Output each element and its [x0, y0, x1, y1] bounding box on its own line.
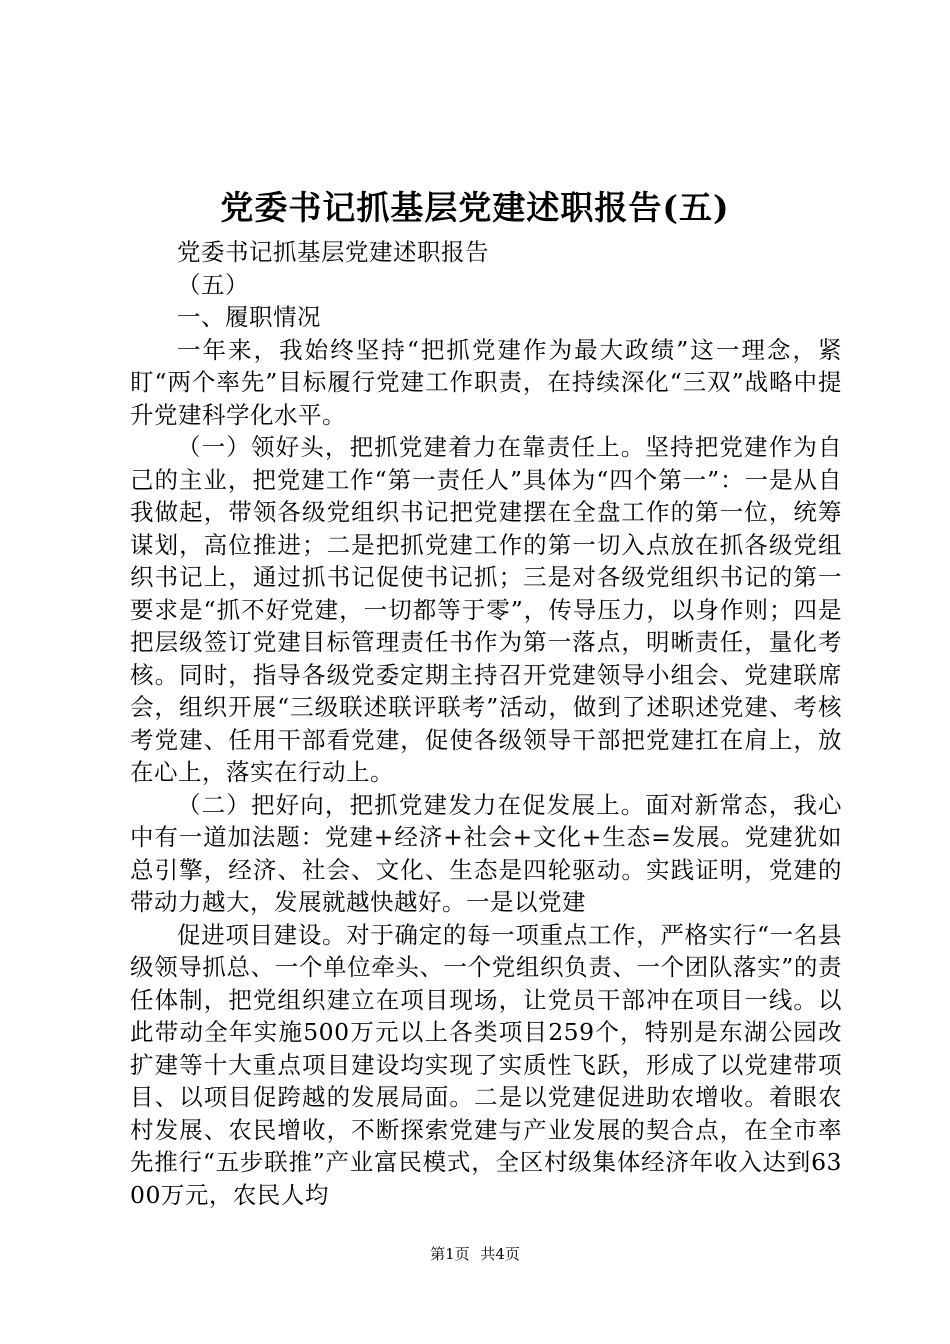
body-paragraph: （一）领好头，把抓党建着力在靠责任上。坚持把党建作为自己的主业，把党建工作“第一责任人”具体为“四个第一”：一是从自我做起，带领各级党组织书记把党建摆在全盘工作的第一位，统筹谋划，高位推进；二是把抓党建工作的第一切入点放在抓各级党组织书记上，通过抓书记促使书记抓；三是对各级党组织书记的第一要求是“抓不好党建，一切都等于零”，传导压力，以身作则；四是把层级签订党建目标管理责任书作为第一落点，明晰责任，量化考核。同时，指导各级党委定期主持召开党建领导小组会、党建联席会，组织开展“三级联述联评联考”活动，做到了述职述党建、考核考党建、任用干部看党建，促使各级领导干部把党建扛在肩上，放在心上，落实在行动上。	[130, 433, 842, 786]
page-number: 第1页	[430, 1245, 470, 1263]
body-paragraph: 促进项目建设。对于确定的每一项重点工作，严格实行“一名县级领导抓总、一个单位牵头、一个党组织负责、一个团队落实”的责任体制，把党组织建立在项目现场，让党员干部冲在项目一线。以此带动全年实施500万元以上各类项目259个，特别是东湖公园改扩建等十大重点项目建设均实现了实质性飞跃，形成了以党建带项目、以项目促跨越的发展局面。二是以党建促进助农增收。着眼农村发展、农民增收，不断探索党建与产业发展的契合点，在全市率先推行“五步联推”产业富民模式，全区村级集体经济年收入达到6300万元，农民人均	[130, 920, 842, 1209]
body-paragraph: （二）把好向，把抓党建发力在促发展上。面对新常态，我心中有一道加法题：党建+经济+社会+文化+生态=发展。党建犹如总引擎，经济、社会、文化、生态是四轮驱动。实践证明，党建的带动力越大，发展就越快越好。一是以党建	[130, 790, 842, 916]
subtitle-line: 党委书记抓基层党建述职报告	[177, 238, 489, 266]
page-footer	[0, 1244, 950, 1264]
body-paragraph: 一年来，我始终坚持“把抓党建作为最大政绩”这一理念，紧盯“两个率先”目标履行党建工作职责，在持续深化“三双”战略中提升党建科学化水平。	[130, 335, 842, 429]
document-title: 党委书记抓基层党建述职报告(五)	[220, 188, 730, 227]
page-total: 共4页	[480, 1245, 520, 1263]
subtitle-number: （五）	[177, 270, 249, 299]
document-body	[130, 236, 842, 1211]
section-heading: 一、履职情况	[177, 303, 321, 331]
